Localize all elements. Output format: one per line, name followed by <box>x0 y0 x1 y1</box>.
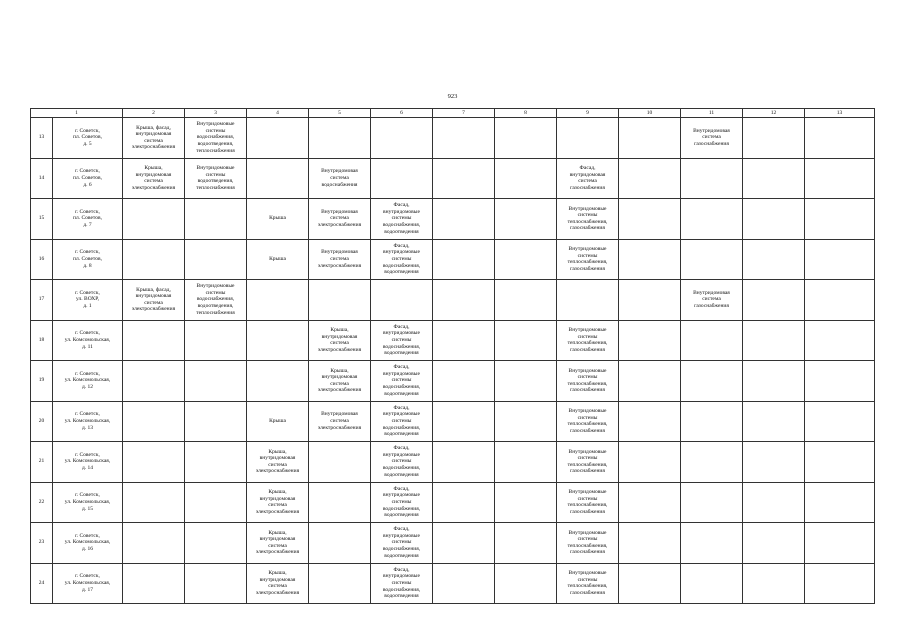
work-cell-col-2 <box>123 239 185 280</box>
work-text: Внутридомовые системы теплоснабжения, газоснабжения <box>567 570 608 596</box>
work-text: Внутридомовая система газоснабжения <box>693 127 730 148</box>
work-cell-col-7 <box>433 523 495 564</box>
work-cell-col-11 <box>681 118 743 159</box>
work-cell-col-13 <box>805 523 875 564</box>
work-cell-col-3 <box>185 280 247 321</box>
work-cell-col-10 <box>619 482 681 523</box>
work-cell-col-3 <box>185 239 247 280</box>
work-cell-col-9 <box>557 158 619 199</box>
table-row <box>31 199 875 240</box>
work-cell-col-11 <box>681 320 743 361</box>
row-number: 17 <box>31 280 53 321</box>
work-text: Фасад, внутридомовые системы водоснабжения, водоотведения <box>382 242 421 276</box>
column-number-4: 4 <box>247 109 309 118</box>
work-cell-col-11 <box>681 523 743 564</box>
work-cell-col-11 <box>681 482 743 523</box>
work-cell-col-5 <box>309 523 371 564</box>
work-text: Внутридомовая система электроснабжения <box>317 208 362 229</box>
work-cell-col-4 <box>247 158 309 199</box>
table-row <box>31 482 875 523</box>
work-cell-col-4 <box>247 199 309 240</box>
row-number: 23 <box>31 523 53 564</box>
work-cell-col-4 <box>247 361 309 402</box>
work-cell-col-2 <box>123 401 185 442</box>
work-cell-col-2 <box>123 442 185 483</box>
work-text: Крыша, внутридомовая система электроснабжения <box>317 367 362 394</box>
address-cell <box>53 158 123 199</box>
work-text: Фасад, внутридомовые системы водоснабжения, водоотведения <box>382 445 421 478</box>
work-text: Крыша, внутридомовая система электроснабжения <box>255 570 300 596</box>
address-text: г. Советск, ул. Комсомольская, д. 12 <box>64 370 111 391</box>
work-cell-col-7 <box>433 361 495 402</box>
work-cell-col-6 <box>371 118 433 159</box>
work-cell-col-10 <box>619 563 681 604</box>
work-cell-col-8 <box>495 320 557 361</box>
work-cell-col-6 <box>371 361 433 402</box>
work-cell-col-6 <box>371 199 433 240</box>
work-cell-col-6 <box>371 482 433 523</box>
work-cell-col-12 <box>743 482 805 523</box>
work-cell-col-9 <box>557 563 619 604</box>
work-cell-col-4 <box>247 482 309 523</box>
work-cell-col-13 <box>805 361 875 402</box>
address-cell <box>53 361 123 402</box>
table-row <box>31 563 875 604</box>
work-cell-col-4 <box>247 320 309 361</box>
work-cell-col-11 <box>681 442 743 483</box>
work-cell-col-2 <box>123 199 185 240</box>
work-text: Крыша <box>269 255 286 262</box>
page-number: 923 <box>447 93 458 100</box>
work-cell-col-7 <box>433 442 495 483</box>
work-text: Внутридомовые системы теплоснабжения, газоснабжения <box>567 529 608 556</box>
work-cell-col-9 <box>557 280 619 321</box>
work-cell-col-10 <box>619 280 681 321</box>
work-cell-col-6 <box>371 523 433 564</box>
work-text: Внутридомовые системы водоснабжения, водоотведения, теплоснабжения <box>196 283 235 316</box>
work-cell-col-12 <box>743 280 805 321</box>
work-cell-col-5 <box>309 401 371 442</box>
work-cell-col-8 <box>495 482 557 523</box>
work-cell-col-9 <box>557 361 619 402</box>
work-cell-col-8 <box>495 563 557 604</box>
work-cell-col-3 <box>185 442 247 483</box>
address-cell <box>53 401 123 442</box>
work-cell-col-13 <box>805 118 875 159</box>
address-cell <box>53 523 123 564</box>
row-number: 18 <box>31 320 53 361</box>
work-cell-col-8 <box>495 158 557 199</box>
work-cell-col-5 <box>309 482 371 523</box>
work-cell-col-8 <box>495 523 557 564</box>
address-cell <box>53 482 123 523</box>
work-text: Фасад, внутридомовые системы водоснабжения, водоотведения <box>382 404 421 438</box>
work-cell-col-2 <box>123 482 185 523</box>
work-cell-col-6 <box>371 401 433 442</box>
work-cell-col-12 <box>743 523 805 564</box>
work-cell-col-13 <box>805 199 875 240</box>
address-cell <box>53 118 123 159</box>
work-cell-col-2 <box>123 563 185 604</box>
row-number: 21 <box>31 442 53 483</box>
work-text: Фасад, внутридомовые системы водоснабжения, водоотведения <box>382 202 421 235</box>
table-row <box>31 523 875 564</box>
address-text: г. Советск, пл. Советов, д. 7 <box>73 208 102 229</box>
work-cell-col-8 <box>495 118 557 159</box>
work-cell-col-13 <box>805 442 875 483</box>
work-cell-col-3 <box>185 401 247 442</box>
column-number-2: 2 <box>123 109 185 118</box>
work-cell-col-3 <box>185 320 247 361</box>
work-cell-col-13 <box>805 563 875 604</box>
work-cell-col-2 <box>123 118 185 159</box>
row-number: 16 <box>31 239 53 280</box>
work-cell-col-4 <box>247 442 309 483</box>
row-number: 13 <box>31 118 53 159</box>
table-row <box>31 320 875 361</box>
address-text: г. Советск, ул. Комсомольская, д. 17 <box>64 573 111 593</box>
work-cell-col-13 <box>805 482 875 523</box>
work-cell-col-9 <box>557 199 619 240</box>
work-cell-col-6 <box>371 280 433 321</box>
work-text: Внутридомовая система газоснабжения <box>693 289 730 310</box>
column-number-9: 9 <box>557 109 619 118</box>
work-cell-col-11 <box>681 563 743 604</box>
work-cell-col-8 <box>495 199 557 240</box>
work-cell-col-4 <box>247 239 309 280</box>
work-cell-col-12 <box>743 158 805 199</box>
work-cell-col-7 <box>433 280 495 321</box>
work-cell-col-13 <box>805 320 875 361</box>
column-number-10: 10 <box>619 109 681 118</box>
work-cell-col-9 <box>557 482 619 523</box>
address-cell <box>53 280 123 321</box>
work-cell-col-3 <box>185 523 247 564</box>
work-cell-col-13 <box>805 280 875 321</box>
work-cell-col-2 <box>123 320 185 361</box>
work-cell-col-7 <box>433 158 495 199</box>
work-cell-col-2 <box>123 361 185 402</box>
work-text: Крыша <box>269 417 286 424</box>
work-cell-col-12 <box>743 563 805 604</box>
work-text: Внутридомовые системы водоснабжения, водоотведения, теплоснабжения <box>196 121 235 154</box>
work-cell-col-6 <box>371 563 433 604</box>
work-cell-col-5 <box>309 320 371 361</box>
work-cell-col-9 <box>557 118 619 159</box>
work-text: Крыша, внутридомовая система электроснабжения <box>317 327 362 353</box>
column-number-8: 8 <box>495 109 557 118</box>
row-number: 20 <box>31 401 53 442</box>
work-cell-col-2 <box>123 523 185 564</box>
work-cell-col-10 <box>619 199 681 240</box>
work-text: Крыша <box>269 215 286 222</box>
work-cell-col-10 <box>619 401 681 442</box>
work-text: Фасад, внутридомовые системы водоснабжения, водоотведения <box>382 526 421 559</box>
work-cell-col-12 <box>743 401 805 442</box>
work-cell-col-11 <box>681 158 743 199</box>
work-cell-col-5 <box>309 158 371 199</box>
work-cell-col-4 <box>247 401 309 442</box>
work-cell-col-5 <box>309 239 371 280</box>
address-cell <box>53 320 123 361</box>
table-row <box>31 442 875 483</box>
work-cell-col-8 <box>495 442 557 483</box>
column-number-11: 11 <box>681 109 743 118</box>
work-text: Фасад, внутридомовые системы водоснабжения, водоотведения <box>382 323 421 357</box>
work-cell-col-3 <box>185 361 247 402</box>
work-cell-col-4 <box>247 523 309 564</box>
work-cell-col-4 <box>247 280 309 321</box>
address-text: г. Советск, пл. Советов, д. 6 <box>73 168 102 188</box>
work-cell-col-3 <box>185 482 247 523</box>
row-number: 15 <box>31 199 53 240</box>
work-cell-col-12 <box>743 320 805 361</box>
address-text: г. Советск, ул. ВОХР, д. 1 <box>75 289 100 310</box>
work-cell-col-9 <box>557 401 619 442</box>
work-cell-col-10 <box>619 118 681 159</box>
work-cell-col-12 <box>743 239 805 280</box>
work-cell-col-5 <box>309 361 371 402</box>
table-header <box>31 109 875 118</box>
work-cell-col-7 <box>433 401 495 442</box>
work-cell-col-11 <box>681 401 743 442</box>
address-text: г. Советск, ул. Комсомольская, д. 13 <box>64 411 111 431</box>
work-text: Фасад, внутридомовые системы водоснабжения, водоотведения <box>382 485 421 519</box>
work-text: Фасад, внутридомовые системы водоснабжения, водоотведения <box>382 566 421 600</box>
address-cell <box>53 199 123 240</box>
work-cell-col-7 <box>433 239 495 280</box>
column-number-5: 5 <box>309 109 371 118</box>
work-cell-col-4 <box>247 118 309 159</box>
column-number-3: 3 <box>185 109 247 118</box>
work-cell-col-11 <box>681 280 743 321</box>
table-row <box>31 361 875 402</box>
work-text: Внутридомовые системы теплоснабжения, газоснабжения <box>567 327 608 353</box>
address-text: г. Советск, пл. Советов, д. 5 <box>73 127 102 148</box>
work-text: Крыша, фасад, внутридомовая система электроснабжения <box>131 286 176 313</box>
work-cell-col-7 <box>433 118 495 159</box>
work-cell-col-6 <box>371 158 433 199</box>
table-body <box>31 118 875 604</box>
column-number-12: 12 <box>743 109 805 118</box>
table-row <box>31 239 875 280</box>
work-cell-col-8 <box>495 401 557 442</box>
column-number-13: 13 <box>805 109 875 118</box>
column-number-6: 6 <box>371 109 433 118</box>
work-cell-col-8 <box>495 280 557 321</box>
table-row <box>31 118 875 159</box>
work-cell-col-6 <box>371 239 433 280</box>
work-cell-col-10 <box>619 239 681 280</box>
work-cell-col-12 <box>743 118 805 159</box>
work-text: Внутридомовые системы теплоснабжения, газоснабжения <box>567 489 608 515</box>
repair-schedule-table <box>30 108 875 604</box>
work-cell-col-9 <box>557 239 619 280</box>
work-cell-col-8 <box>495 239 557 280</box>
row-number: 24 <box>31 563 53 604</box>
work-cell-col-12 <box>743 442 805 483</box>
work-cell-col-5 <box>309 199 371 240</box>
work-cell-col-2 <box>123 280 185 321</box>
work-cell-col-5 <box>309 118 371 159</box>
work-cell-col-10 <box>619 158 681 199</box>
work-cell-col-11 <box>681 199 743 240</box>
work-cell-col-9 <box>557 442 619 483</box>
work-text: Внутридомовые системы теплоснабжения, газоснабжения <box>567 205 608 232</box>
address-cell <box>53 442 123 483</box>
work-text: Внутридомовые системы водоотведения, теплоснабжения <box>196 165 235 191</box>
work-text: Внутридомовые системы теплоснабжения, газоснабжения <box>567 408 608 434</box>
work-cell-col-10 <box>619 523 681 564</box>
work-cell-col-4 <box>247 563 309 604</box>
work-cell-col-3 <box>185 199 247 240</box>
address-text: г. Советск, ул. Комсомольская, д. 11 <box>64 330 111 350</box>
column-number-1: 1 <box>31 109 123 118</box>
work-text: Внутридомовые системы теплоснабжения, газоснабжения <box>567 367 608 394</box>
work-cell-col-5 <box>309 280 371 321</box>
work-text: Крыша, фасад, внутридомовая система электроснабжения <box>131 124 176 151</box>
work-cell-col-10 <box>619 442 681 483</box>
work-cell-col-9 <box>557 320 619 361</box>
work-text: Фасад, внутридомовая система газоснабжения <box>569 165 606 191</box>
work-text: Внутридомовая система электроснабжения <box>317 249 362 269</box>
work-cell-col-8 <box>495 361 557 402</box>
work-cell-col-5 <box>309 442 371 483</box>
work-cell-col-7 <box>433 482 495 523</box>
work-cell-col-5 <box>309 563 371 604</box>
work-text: Крыша, внутридомовая система электроснабжения <box>255 529 300 556</box>
work-cell-col-13 <box>805 401 875 442</box>
work-cell-col-7 <box>433 320 495 361</box>
work-text: Внутридомовая система водоснабжения <box>321 168 358 188</box>
work-cell-col-6 <box>371 320 433 361</box>
address-cell <box>53 563 123 604</box>
work-cell-col-12 <box>743 361 805 402</box>
address-text: г. Советск, ул. Комсомольская, д. 14 <box>64 451 111 472</box>
work-text: Внутридомовая система электроснабжения <box>317 411 362 431</box>
table-row <box>31 158 875 199</box>
work-cell-col-6 <box>371 442 433 483</box>
table-row <box>31 280 875 321</box>
work-cell-col-10 <box>619 320 681 361</box>
address-text: г. Советск, пл. Советов, д. 8 <box>73 249 102 269</box>
work-text: Внутридомовые системы теплоснабжения, газоснабжения <box>567 448 608 475</box>
work-cell-col-13 <box>805 158 875 199</box>
address-cell <box>53 239 123 280</box>
work-text: Крыша, внутридомовая система электроснабжения <box>131 165 176 191</box>
work-text: Крыша, внутридомовая система электроснабжения <box>255 489 300 515</box>
work-cell-col-7 <box>433 563 495 604</box>
table-row <box>31 401 875 442</box>
work-cell-col-11 <box>681 239 743 280</box>
work-cell-col-10 <box>619 361 681 402</box>
work-cell-col-3 <box>185 158 247 199</box>
work-text: Крыша, внутридомовая система электроснабжения <box>255 448 300 475</box>
work-cell-col-12 <box>743 199 805 240</box>
column-numbers-row <box>31 109 875 118</box>
address-text: г. Советск, ул. Комсомольская, д. 16 <box>64 532 111 553</box>
address-text: г. Советск, ул. Комсомольская, д. 15 <box>64 492 111 512</box>
work-cell-col-7 <box>433 199 495 240</box>
column-number-7: 7 <box>433 109 495 118</box>
work-cell-col-9 <box>557 523 619 564</box>
work-cell-col-13 <box>805 239 875 280</box>
row-number: 22 <box>31 482 53 523</box>
work-cell-col-3 <box>185 118 247 159</box>
row-number: 14 <box>31 158 53 199</box>
work-text: Фасад, внутридомовые системы водоснабжения, водоотведения <box>382 364 421 397</box>
row-number: 19 <box>31 361 53 402</box>
work-cell-col-3 <box>185 563 247 604</box>
work-text: Внутридомовые системы теплоснабжения, газоснабжения <box>567 246 608 272</box>
work-cell-col-11 <box>681 361 743 402</box>
work-cell-col-2 <box>123 158 185 199</box>
